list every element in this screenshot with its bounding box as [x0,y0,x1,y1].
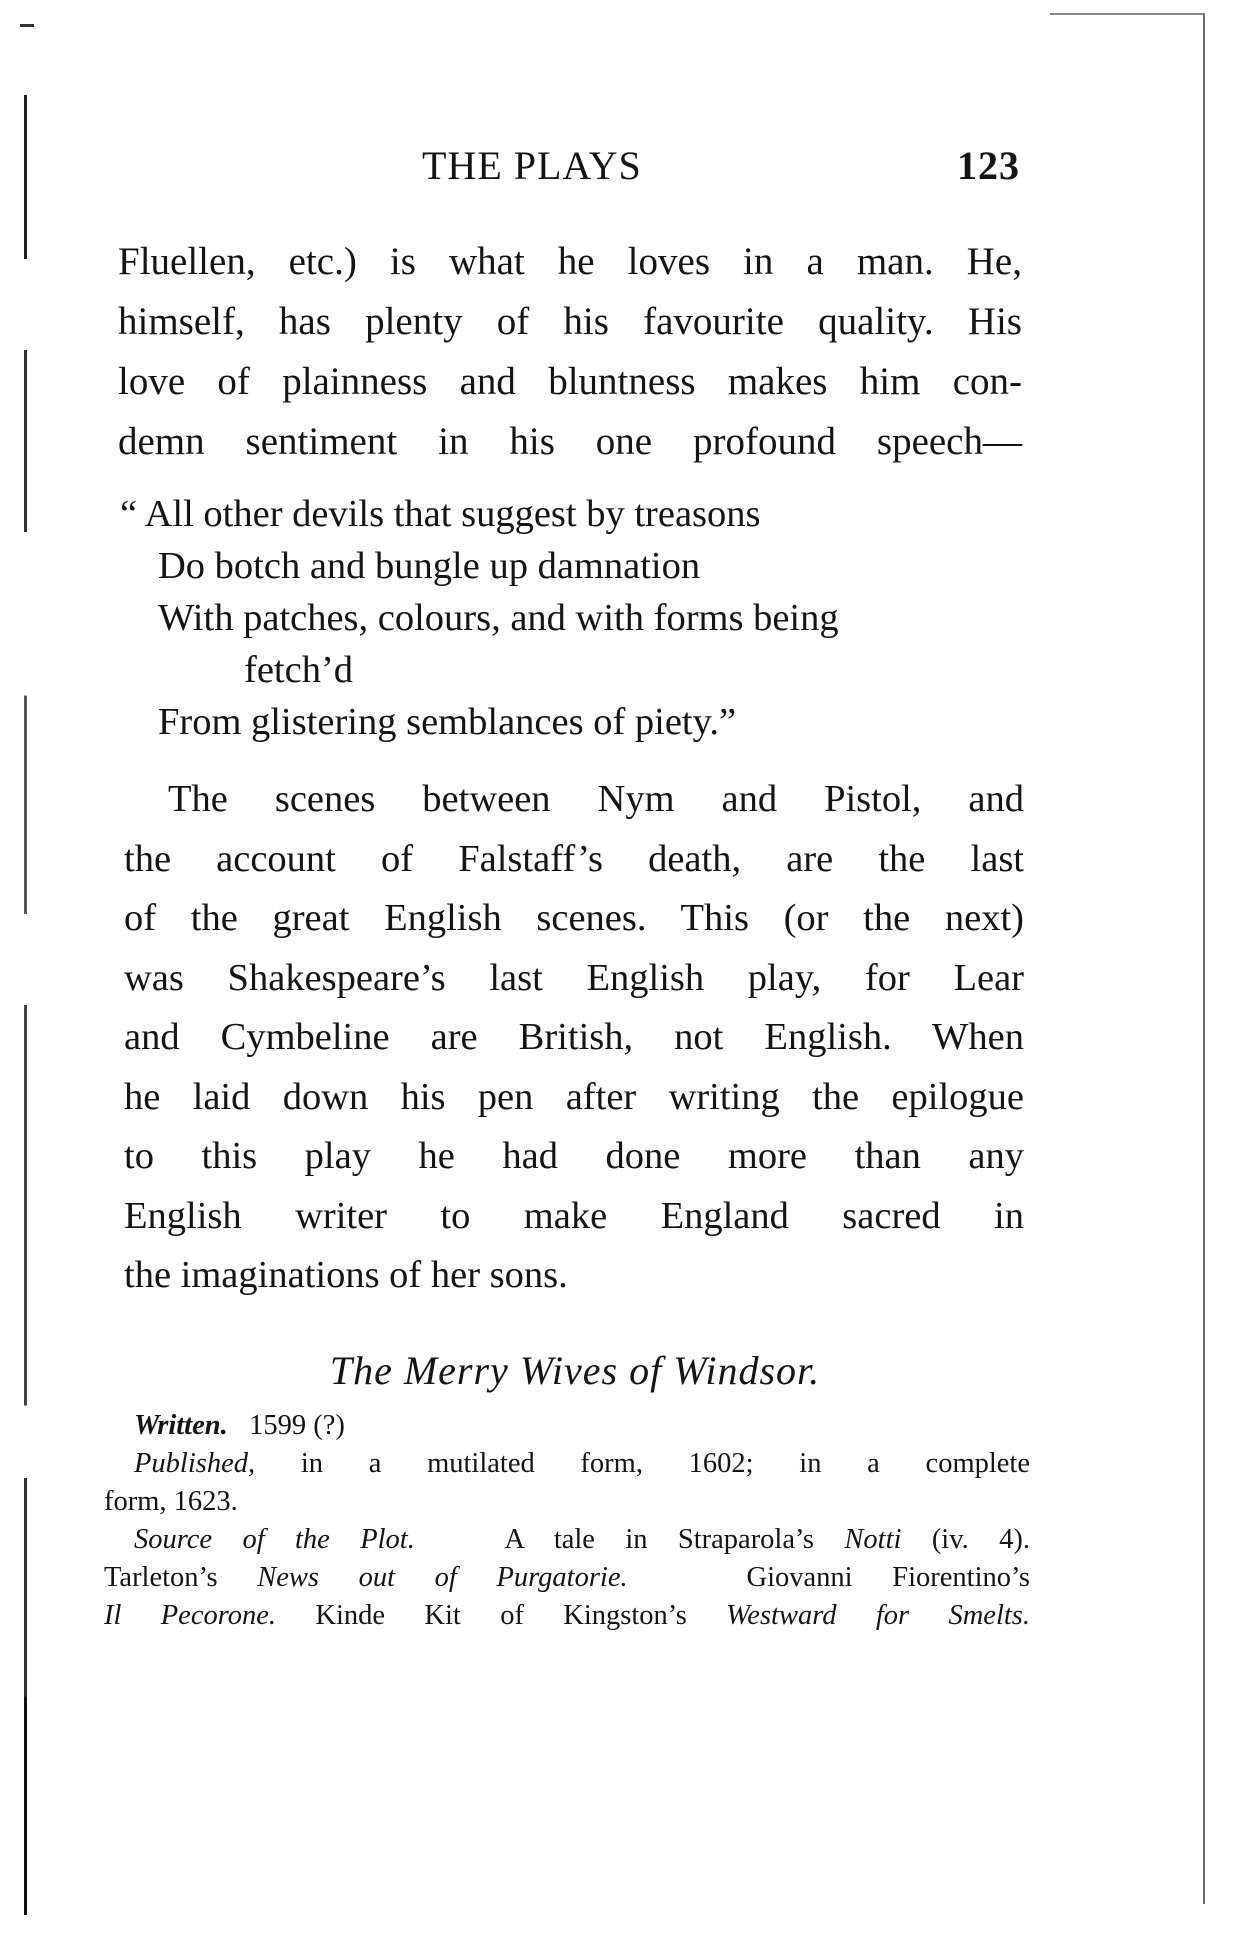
note-written [130,1407,1030,1445]
scan-corner-mark [20,24,34,27]
note-written-label: Written. [134,1410,228,1441]
note-source-text: A tale in Straparola’s [504,1524,815,1555]
play-notes [104,1407,1031,1635]
paragraph-line: the imaginations of her sons. [124,1254,568,1296]
verse-line: Do botch and bungle up damnation [158,545,701,587]
running-head-title: THE PLAYS [422,143,642,188]
running-head [120,142,1020,192]
note-source-continued [104,1559,1030,1597]
paragraph-line: he laid down his pen after writing the epilogue [124,1075,1024,1118]
paragraph-line: The scenes between Nym and Pistol, and [168,778,1024,820]
note-published-text: in a mutilated form, 1602; in a complete [300,1448,1030,1479]
section-title: The Merry Wives of Windsor. [329,1348,821,1393]
note-source-text: (iv. 4). [931,1524,1030,1555]
note-published-continued: form, 1623. [104,1486,238,1517]
note-written-value: 1599 (?) [249,1410,345,1441]
note-source-label: Source of the Plot. [134,1524,415,1555]
paragraph-line: Fluellen, etc.) is what he loves in a man. He, [118,240,1022,283]
verse-line: From glistering semblances of piety.” [158,701,737,743]
page-right-edge [1203,14,1205,1904]
note-source-text: Giovanni Fiorentino’s [746,1562,1030,1593]
note-source-continued [104,1597,1030,1635]
paragraph-line: was Shakespeare’s last English play, for Lear [124,956,1024,999]
note-source-title: News out of Purgatorie. [257,1562,628,1593]
verse-line: With patches, colours, and with forms being [158,597,839,639]
paragraph-2 [124,770,1024,1306]
paragraph-1 [118,232,1022,472]
paragraph-line: love of plainness and bluntness makes him con- [118,360,1022,403]
binding-edge-shadow [24,95,27,1915]
paragraph-line: English writer to make England sacred in [124,1194,1024,1237]
note-published [130,1445,1030,1483]
note-published-label: Published, [134,1448,256,1479]
verse-quotation [120,488,1030,748]
verse-line: “ All other devils that suggest by treasons [120,493,761,535]
note-source-text: Tarleton’s [104,1562,218,1593]
note-source-title: Notti [844,1524,902,1555]
paragraph-line: of the great English scenes. This (or the next) [124,897,1024,939]
note-source-text: Kinde Kit of Kingston’s [315,1600,687,1631]
note-source-title: Westward for Smelts. [726,1600,1031,1631]
note-source [130,1521,1030,1559]
page-number: 123 [957,143,1020,188]
verse-line-turnover: fetch’d [244,649,354,691]
paragraph-line: to this play he had done more than any [124,1135,1024,1177]
note-source-title: Il Pecorone. [104,1600,277,1631]
paragraph-line: demn sentiment in his one profound speech— [118,420,1022,463]
paragraph-line: the account of Falstaff’s death, are the last [124,837,1024,880]
paragraph-line: and Cymbeline are British, not English. When [124,1016,1024,1058]
page-top-edge [1050,13,1205,15]
paragraph-line: himself, has plenty of his favourite quality. His [118,300,1022,343]
